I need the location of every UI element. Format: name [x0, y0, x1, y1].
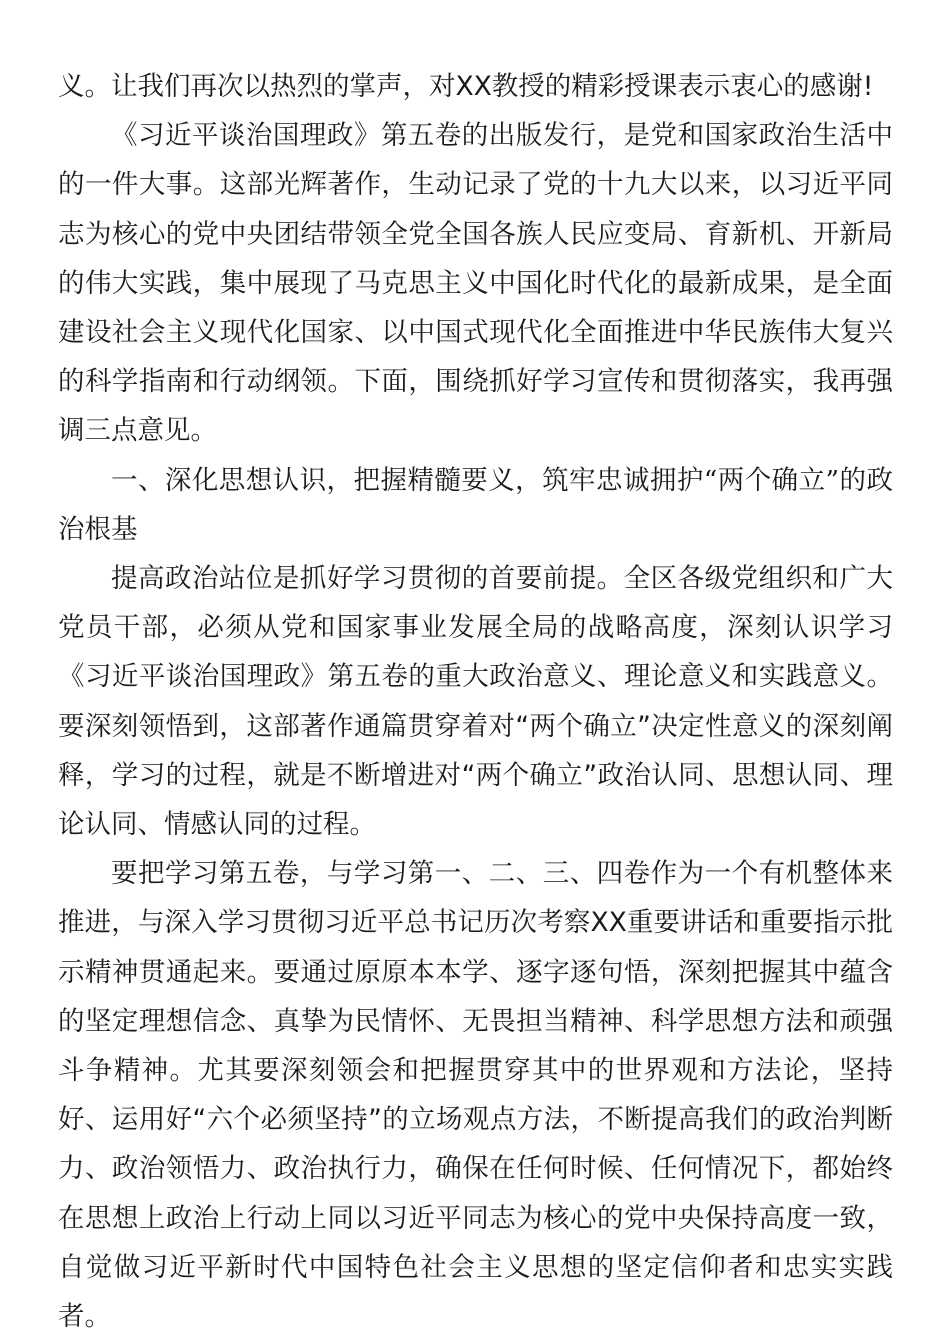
paragraph-political-stance: 提高政治站位是抓好学习贯彻的首要前提。全区各级党组织和广大党员干部，必须从党和国家事业发展全局的战略高度，深刻认识学习《习近平谈治国理政》第五卷的重大政治意义、理论意义和实践意义。要深刻领悟到，这部著作通篇贯穿着对“两个确立”决定性意义的深刻阐释，学习的过程，就是不断增进对“两个确立”政治认同、思想认同、理论认同、情感认同的过程。 [58, 563, 893, 841]
paragraph-study-approach: 要把学习第五卷，与学习第一、二、三、四卷作为一个有机整体来推进，与深入学习贯彻习近平总书记历次考察XX重要讲话和重要指示批示精神贯通起来。要通过原原本本学、逐字逐句悟，深刻把握其中蕴含的坚定理想信念、真挚为民情怀、无畏担当精神、科学思想方法和顽强斗争精神。尤其要深刻领会和把握贯穿其中的世界观和方法论，坚持好、运用好“六个必须坚持”的立场观点方法，不断提高我们的政治判断力、政治领悟力、政治执行力，确保在任何时候、任何情况下，都始终在思想上政治上行动上同以习近平同志为核心的党中央保持高度一致，自觉做习近平新时代中国特色社会主义思想的坚定信仰者和忠实实践者。 [58, 858, 893, 1333]
paragraph-book-introduction: 《习近平谈治国理政》第五卷的出版发行，是党和国家政治生活中的一件大事。这部光辉著作，生动记录了党的十九大以来，以习近平同志为核心的党中央团结带领全党全国各族人民应变局、育新机、开新局的伟大实践，集中展现了马克思主义中国化时代化的最新成果，是全面建设社会主义现代化国家、以中国式现代化全面推进中华民族伟大复兴的科学指南和行动纲领。下面，围绕抓好学习宣传和贯彻落实，我再强调三点意见。 [58, 120, 893, 447]
section-heading-one: 一、深化思想认识，把握精髓要义，筑牢忠诚拥护“两个确立”的政治根基 [58, 464, 893, 545]
paragraph-closing-thanks: 义。让我们再次以热烈的掌声，对XX教授的精彩授课表示衷心的感谢! [58, 71, 874, 102]
document-page [58, 62, 893, 1341]
